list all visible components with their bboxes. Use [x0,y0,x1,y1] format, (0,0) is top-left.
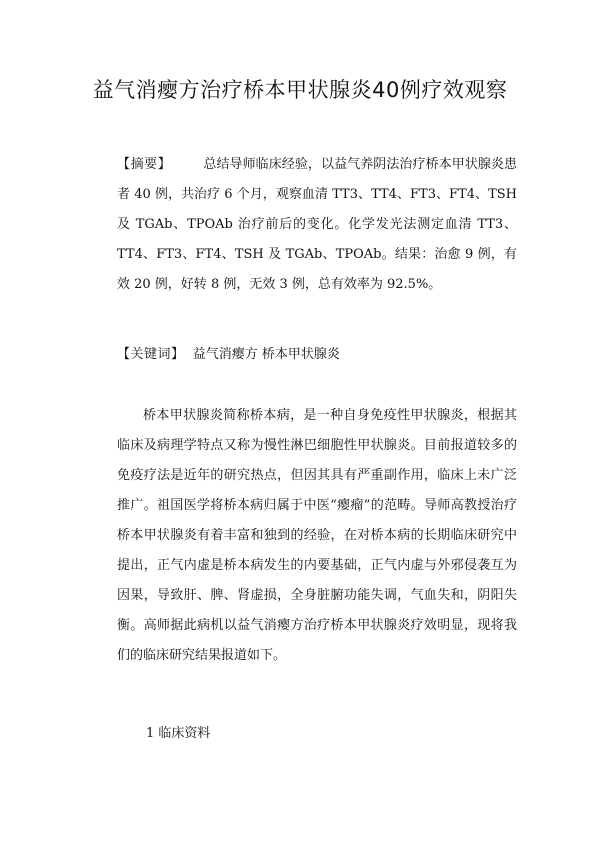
section-heading: 1 临床资料 [146,726,211,741]
document-title: 益气消瘿方治疗桥本甲状腺炎40例疗效观察 [92,78,508,102]
keywords-text: 益气消瘿方 桥本甲状腺炎 [192,347,340,362]
intro-paragraph: 桥本甲状腺炎简称桥本病，是一种自身免疫性甲状腺炎，根据其临床及病理学特点又称为慢性淋巴细胞性甲状腺炎。目前报道较多的免疫疗法是近年的研究热点，但因其具有严重副作用，临床上未广泛推广。祖国医学将桥本病归属于中医“瘿瘤”的范畴。导师高教授治疗桥本甲状腺炎有着丰富和独到的经验，在对桥本病的长期临床研究中提出，正气内虚是桥本病发生的内要基础，正气内虚与外邪侵袭互为因果，导致肝、脾、肾虚损，全身脏腑功能失调，气血失和，阴阳失衡。高师据此病机以益气消瘿方治疗桥本甲状腺炎疗效明显，现将我们的临床研究结果报道如下。 [117,408,517,663]
abstract-text: 总结导师临床经验，以益气养阴法治疗桥本甲状腺炎患者 40 例，共治疗 6 个月，观察血清 TT3、TT4、FT3、FT4、TSH 及 TGAb、TPOAb 治疗前后的变化。化学发光法测定血清 TT3、TT4、FT3、FT4、TSH 及 TGAb、TPOAb。结果：治愈 9 例，有效 20 例，好转 8 例，无效 3 例，总有效率为 92.5%。 [117,157,517,292]
abstract-label: 【摘要】 [117,157,172,172]
abstract-paragraph [117,150,517,300]
keywords-label: 【关键词】 [117,347,185,362]
keywords-paragraph [117,340,517,370]
